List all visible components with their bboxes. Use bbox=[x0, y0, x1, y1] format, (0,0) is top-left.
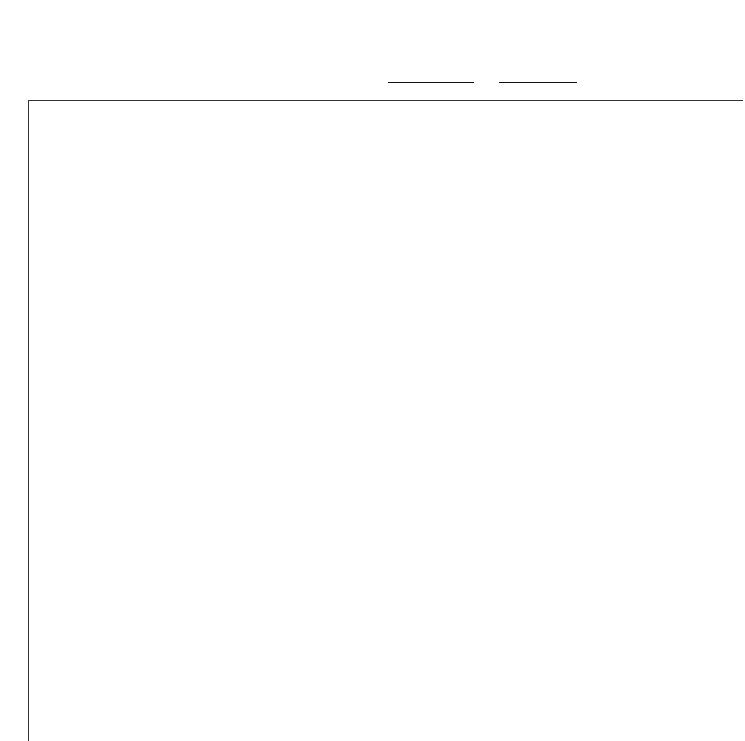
vocabulary-table bbox=[28, 100, 743, 741]
class-field[interactable] bbox=[388, 68, 474, 83]
student-info bbox=[388, 68, 577, 87]
name-field[interactable] bbox=[499, 68, 577, 83]
